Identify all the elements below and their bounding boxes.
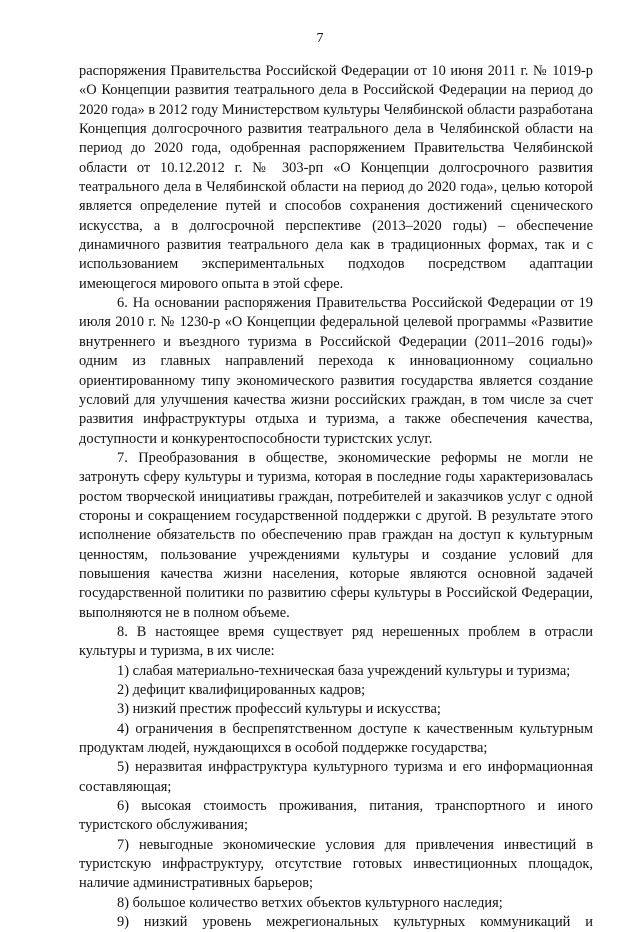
list-item-9: 9) низкий уровень межрегиональных культурных коммуникаций и (117, 914, 593, 931)
paragraph-7: 7. Преобразования в обществе, экономические реформы не могли не затронуть сферу культуры и туризма, которая в последние годы характеризовалась ростом творческой инициативы граждан, потребителей и заказчиков услуг с одной стороны и сокращением государственной поддержки с другой. В результате этого исполнение обязательств по обеспечению прав граждан на доступ к культурным ценностям, пользование учреждениями культуры и создание условий для повышения качества жизни населения, которые являются основной задачей государственной политики по развитию сферы культуры в Российской Федерации, выполняются не в полном объеме. (79, 449, 593, 621)
list-item-3: 3) низкий престиж профессий культуры и искусства; (117, 701, 441, 718)
paragraph-8: 8. В настоящее время существует ряд нерешенных проблем в отрасли культуры и туризма, в их числе: (79, 623, 593, 660)
list-item-8: 8) большое количество ветхих объектов культурного наследия; (117, 894, 503, 911)
document-body (79, 62, 593, 932)
list-item-2: 2) дефицит квалифицированных кадров; (117, 682, 366, 698)
page-number: 7 (316, 31, 324, 46)
list-item-7: 7) невыгодные экономические условия для привлечения инвестиций в туристскую инфраструктуру, отсутствие готовых инвестиционных площадок, наличие административных барьеров; (79, 836, 593, 892)
paragraph-6: 6. На основании распоряжения Правительства Российской Федерации от 19 июля 2010 г. № 1230-р «О Концепции федеральной целевой программы «Развитие внутреннего и въездного туризма в Российской Федерации (2011–2016 годы)» одним из главных направлений перехода к инновационному социально ориентированному типу экономического развития государства является создание условий для улучшения качества жизни российских граждан, в том числе за счет развития инфраструктуры отдыха и туризма, а также обеспечения качества, доступности и конкурентоспособности туристских услуг. (79, 295, 593, 447)
paragraph-continuation: распоряжения Правительства Российской Федерации от 10 июня 2011 г. № 1019-р «О Концепции развития театрального дела в Российской Федерации на период до 2020 года» в 2012 году Министерством культуры Челябинской области разработана Концепция долгосрочного развития театрального дела в Челябинской области на период до 2020 года, одобренная распоряжением Правительства Челябинской области от 10.12.2012 г. № 303-рп «О Концепции долгосрочного развития театрального дела в Челябинской области на период до 2020 года», целью которой является определение путей и способов сохранения достижений сценического искусства, а в долгосрочной перспективе (2013–2020 годы) – обеспечение динамичного развития театрального дела как в традиционных формах, так и с использованием экспериментальных подходов посредством адаптации имеющегося мирового опыта в этой сфере. (79, 63, 593, 292)
list-item-1: 1) слабая материально-техническая база учреждений культуры и туризма; (117, 662, 571, 679)
list-item-6: 6) высокая стоимость проживания, питания, транспортного и иного туристского обслуживания; (79, 798, 593, 834)
list-item-4: 4) ограничения в беспрепятственном доступе к качественным культурным продуктам людей, нуждающихся в особой поддержке государства; (79, 720, 593, 757)
list-item-5: 5) неразвитая инфраструктура культурного туризма и его информационная составляющая; (79, 759, 593, 795)
